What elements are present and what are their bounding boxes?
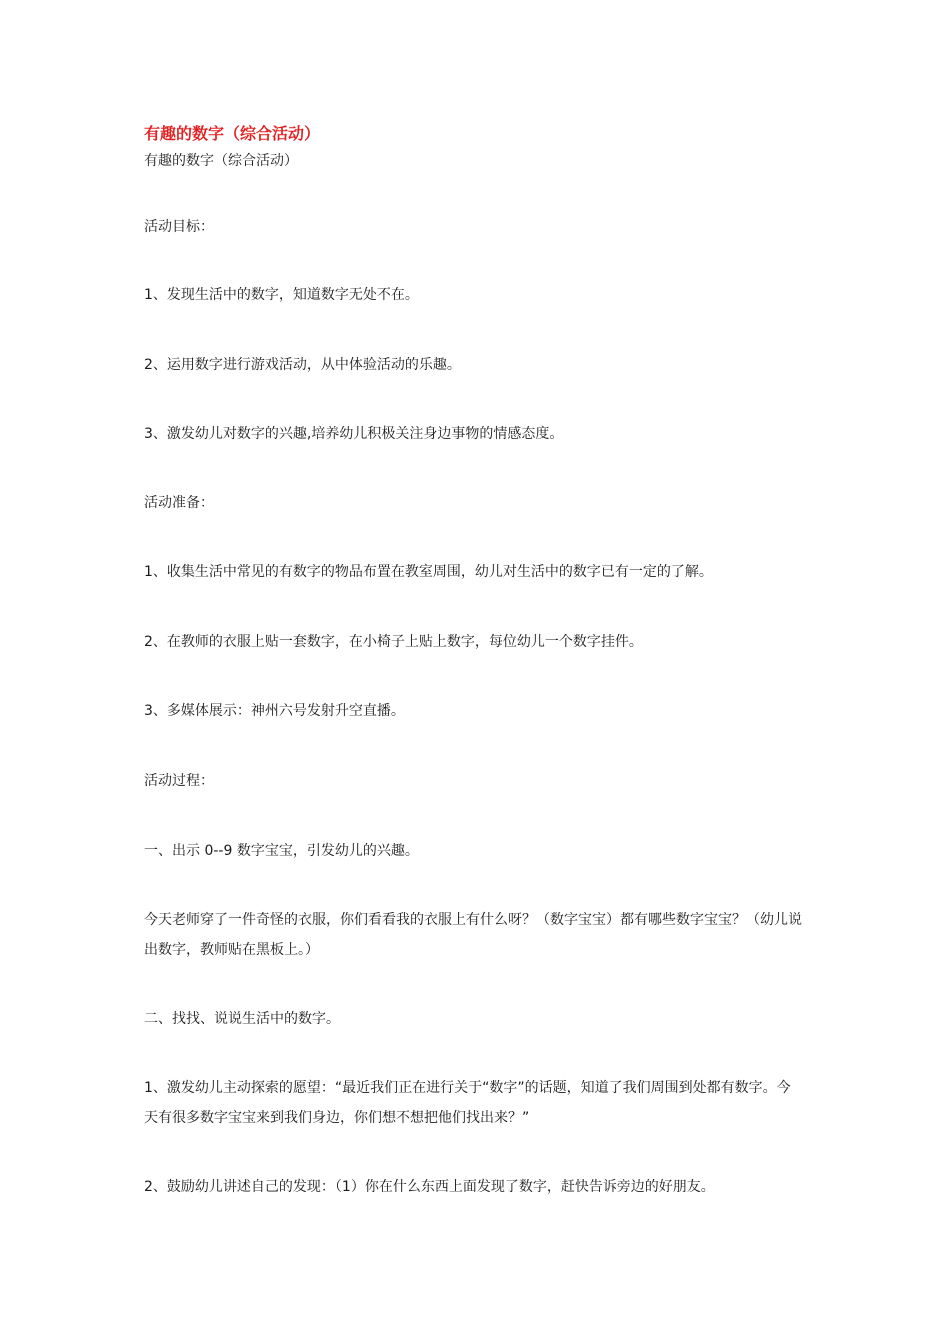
paragraph: 3、激发幼儿对数字的兴趣,培养幼儿积极关注身边事物的情感态度。 bbox=[144, 426, 564, 442]
paragraph: 3、多媒体展示：神州六号发射升空直播。 bbox=[144, 703, 405, 719]
paragraph: 活动准备： bbox=[144, 495, 214, 511]
paragraph: 一、出示 0--9 数字宝宝，引发幼儿的兴趣。 bbox=[144, 843, 419, 859]
paragraph: 1、收集生活中常见的有数字的物品布置在教室周围，幼儿对生活中的数字已有一定的了解。 bbox=[144, 564, 713, 580]
paragraph: 2、鼓励幼儿讲述自己的发现：（1）你在什么东西上面发现了数字，赶快告诉旁边的好朋友。 bbox=[144, 1179, 715, 1195]
paragraph: 活动目标： bbox=[144, 219, 214, 235]
document-title: 有趣的数字（综合活动） bbox=[144, 124, 321, 143]
paragraph: 活动过程： bbox=[144, 773, 214, 789]
document-subtitle: 有趣的数字（综合活动） bbox=[144, 153, 298, 169]
paragraph: 二、找找、说说生活中的数字。 bbox=[144, 1011, 340, 1027]
paragraph: 1、激发幼儿主动探索的愿望：“最近我们正在进行关于“数字”的话题，知道了我们周围到处都有数字。今天有很多数字宝宝来到我们身边，你们想不想把他们找出来？” bbox=[144, 1080, 791, 1126]
paragraph: 今天老师穿了一件奇怪的衣服，你们看看我的衣服上有什么呀？（数字宝宝）都有哪些数字宝宝？（幼儿说出数字，教师贴在黑板上。） bbox=[144, 912, 802, 958]
paragraph: 1、发现生活中的数字，知道数字无处不在。 bbox=[144, 287, 419, 303]
paragraph: 2、运用数字进行游戏活动，从中体验活动的乐趣。 bbox=[144, 357, 461, 373]
paragraph: 2、在教师的衣服上贴一套数字，在小椅子上贴上数字，每位幼儿一个数字挂件。 bbox=[144, 634, 643, 650]
document-body bbox=[144, 122, 804, 1202]
